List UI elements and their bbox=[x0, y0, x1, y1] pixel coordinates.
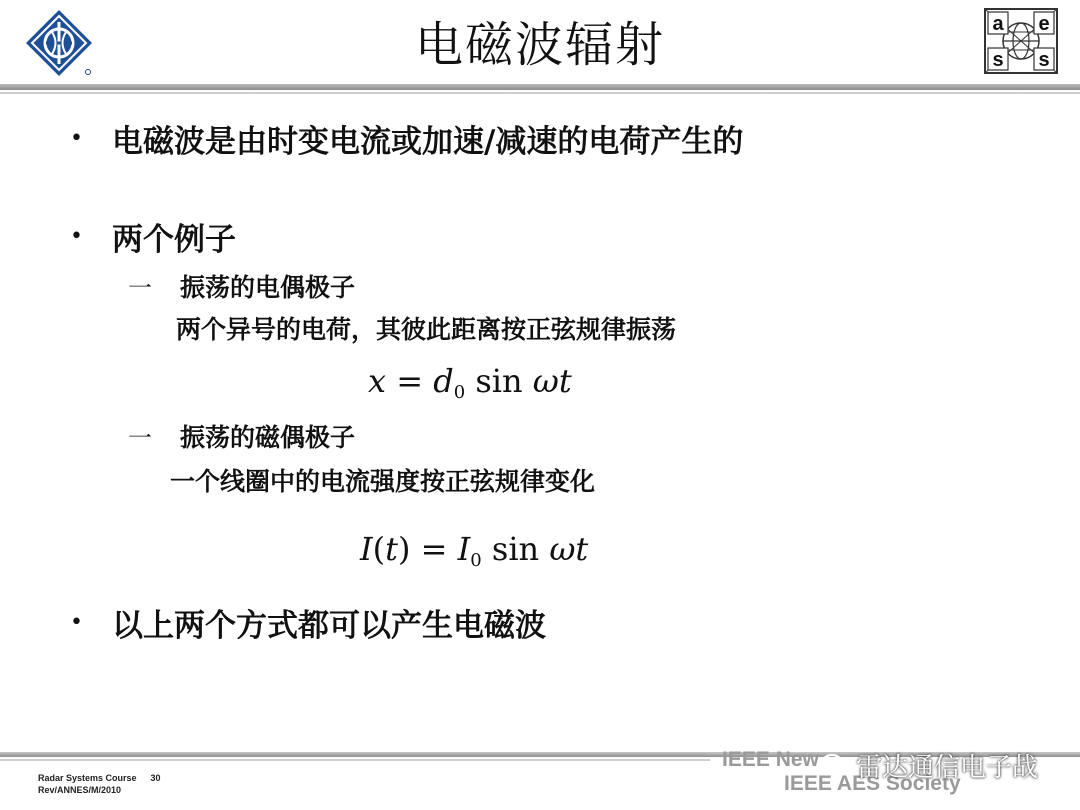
footer-course-info bbox=[38, 772, 161, 796]
bullet-marker: • bbox=[70, 610, 83, 635]
formula-loop-current: $I(t) = I_0$ sin ωt bbox=[360, 530, 589, 571]
example-heading-electric-dipole: 振荡的电偶极子 bbox=[180, 273, 356, 302]
footer-divider-thin bbox=[0, 759, 710, 761]
formula-dipole-displacement: $x = d_0$ sin ωt bbox=[368, 362, 572, 403]
example-desc-magnetic-dipole: 一个线圈中的电流强度按正弦规律变化 bbox=[170, 467, 596, 496]
svg-text:s: s bbox=[1038, 49, 1050, 71]
bullet-text-3: 以上两个方式都可以产生电磁波 bbox=[112, 608, 546, 644]
slide-title: 电磁波辐射 bbox=[414, 17, 665, 73]
aess-logo-icon bbox=[984, 8, 1058, 74]
sub-item-dash: 一 bbox=[128, 274, 152, 302]
wechat-icon bbox=[820, 752, 850, 778]
footer-course: Radar Systems Course bbox=[38, 773, 137, 783]
footer-org-line1: IEEE New bbox=[722, 748, 819, 771]
bullet-text-2: 两个例子 bbox=[112, 222, 236, 258]
footer-org-line2: IEEE AES Society bbox=[784, 772, 961, 795]
footer-revision: Rev/ANNES/M/2010 bbox=[38, 785, 122, 795]
footer-page-number: 30 bbox=[150, 773, 161, 783]
svg-text:a: a bbox=[992, 13, 1004, 35]
bullet-text-1: 电磁波是由时变电流或加速/减速的电荷产生的 bbox=[112, 124, 744, 160]
bullet-marker: • bbox=[70, 224, 83, 249]
watermark-text: 雷达通信电子战 bbox=[856, 752, 1039, 783]
example-heading-magnetic-dipole: 振荡的磁偶极子 bbox=[180, 423, 356, 452]
header-divider bbox=[0, 84, 1080, 90]
example-desc-electric-dipole: 两个异号的电荷，其彼此距离按正弦规律振荡 bbox=[176, 315, 677, 344]
svg-text:s: s bbox=[992, 49, 1004, 71]
header-divider-thin bbox=[0, 92, 1080, 94]
svg-text:e: e bbox=[1038, 13, 1050, 35]
watermark bbox=[820, 748, 1038, 782]
sub-item-dash: 一 bbox=[128, 424, 152, 452]
bullet-marker: • bbox=[70, 126, 83, 151]
